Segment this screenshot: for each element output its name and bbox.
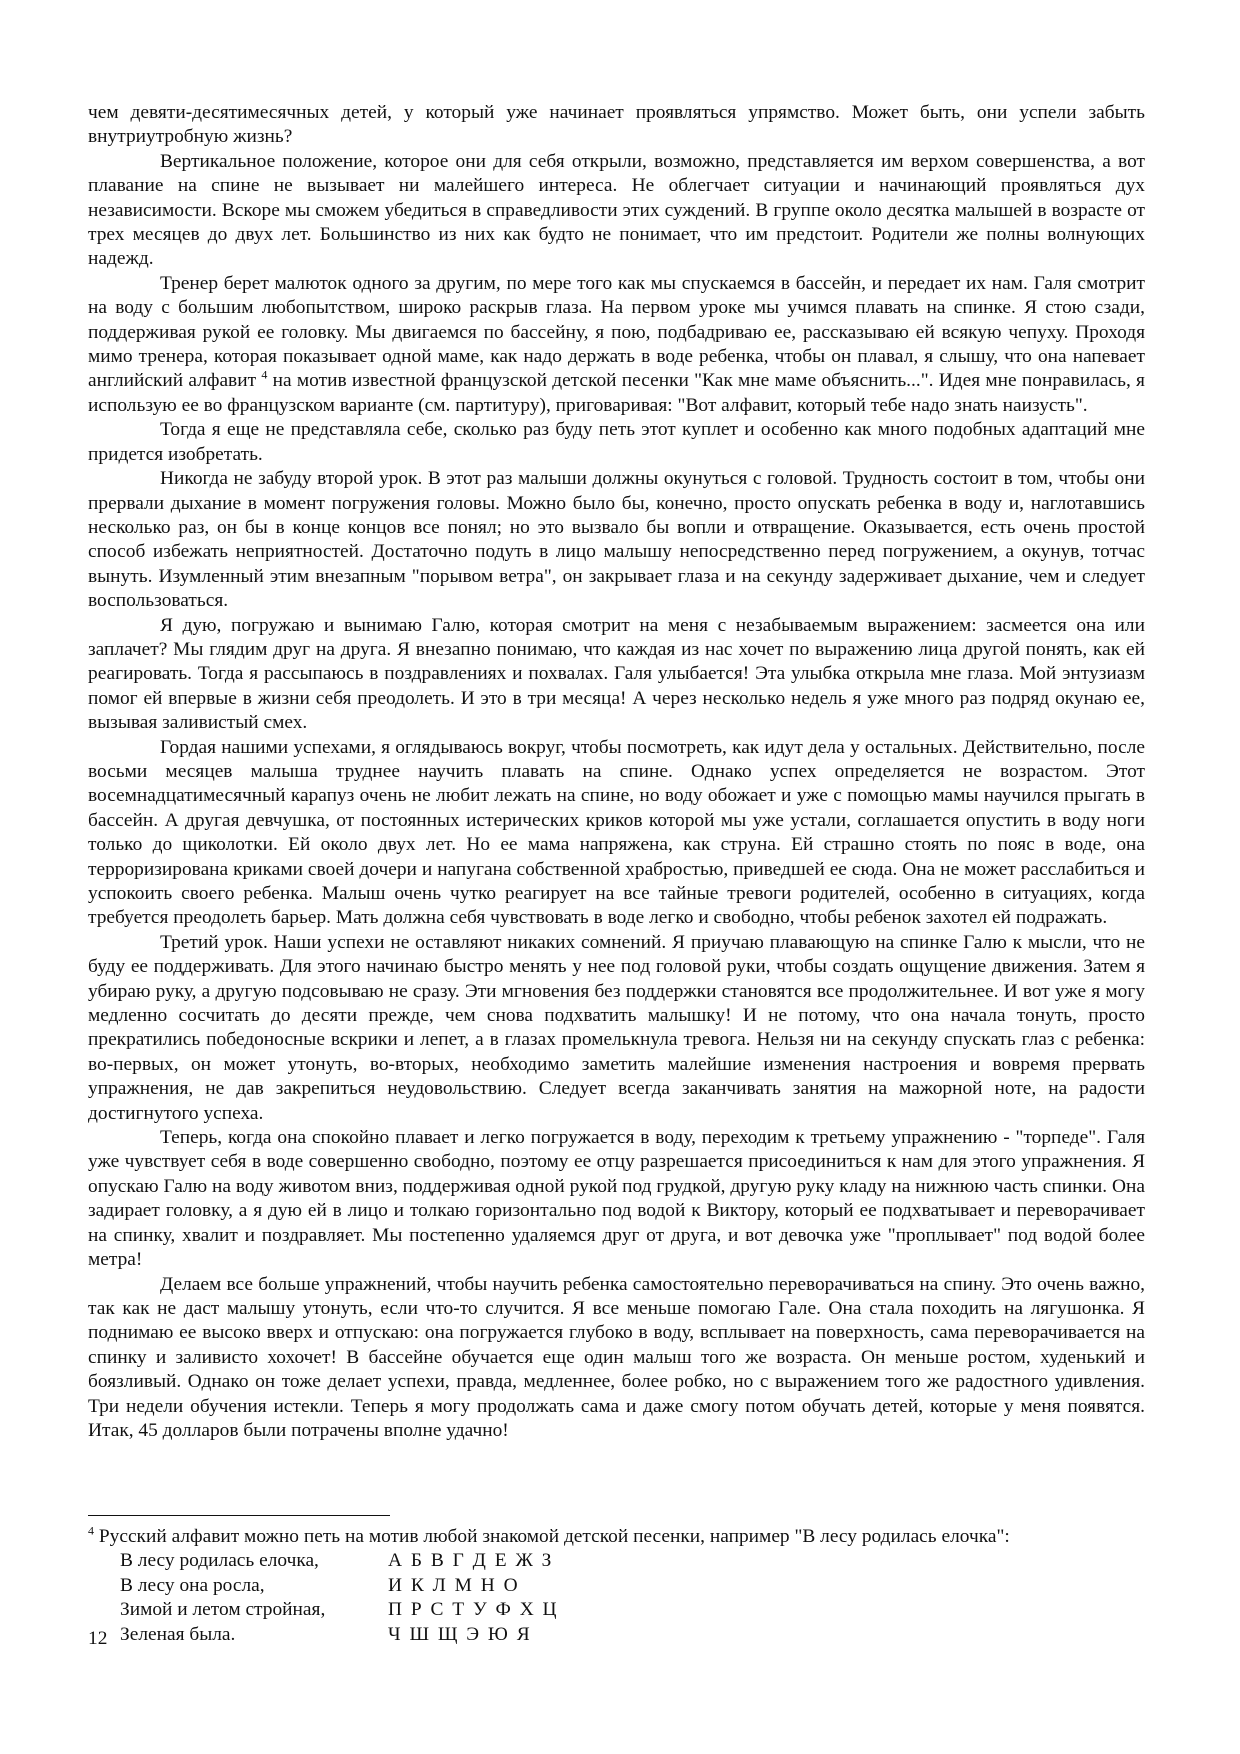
paragraph: Делаем все больше упражнений, чтобы научить ребенка самостоятельно переворачиваться на спину. Это очень важно, так как не даст малышу утонуть, если что-то случится. Я все меньше помогаю Гале. Она стала походить на лягушонка. Я поднимаю ее высоко вверх и отпускаю: она погружается глубоко в воду, всплывает на поверхность, сама переворачивается на спинку и заливисто хохочет! В бассейне обучается еще один малыш того же возраста. Он меньше ростом, худенький и боязливый. Однако он тоже делает успехи, правда, медленнее, более робко, но с выражением того же радостного удивления. Три недели обучения истекли. Теперь я могу продолжать сама и даже смогу потом обучать детей, которые у меня появятся. Итак, 45 долларов были потрачены вполне удачно!: [88, 1273, 1145, 1441]
footnote-number: 4: [88, 1523, 94, 1538]
footnote-text: Русский алфавит можно петь на мотив любой знакомой детской песенки, например "В лесу родилась елочка":: [98, 1526, 1010, 1547]
footnote-divider: [88, 1515, 390, 1516]
poem-line: Зеленая была.: [120, 1623, 236, 1645]
poem-letters: Ч Ш Щ Э Ю Я: [388, 1623, 532, 1645]
poem-line: В лесу она росла,: [120, 1574, 265, 1596]
paragraph: Теперь, когда она спокойно плавает и легко погружается в воду, переходим к третьему упражнению - "торпеде". Галя уже чувствует себя в воде совершенно свободно, поэтому ее отцу разрешается присоединиться к нам для этого упражнения. Я опускаю Галю на воду животом вниз, поддерживая одной рукой под грудкой, другую руку кладу на нижнюю часть спинки. Она задирает головку, а я дую ей в лицо и толкаю горизонтально под водой к Виктору, который ее подхватывает и переворачивает на спинку, хвалит и поздравляет. Мы постепенно удаляемся друг от друга, и вот девочка уже "проплывает" под водой более метра!: [88, 1127, 1145, 1271]
paragraph: Никогда не забуду второй урок. В этот раз малыши должны окунуться с головой. Трудность состоит в том, чтобы они прервали дыхание в момент погружения головы. Можно было бы, конечно, просто опускать ребенка в воду и, наглотавшись несколько раз, он бы в конце концов все понял; но это вызвало бы вопли и отвращение. Оказывается, есть очень простой способ избежать неприятностей. Достаточно подуть в лицо малышу непосредственно перед погружением, а окунув, тотчас вынуть. Изумленный этим внезапным "порывом ветра", он закрывает глаза и на секунду задерживает дыхание, чем и следует воспользоваться.: [88, 468, 1145, 612]
poem-line: Зимой и летом стройная,: [120, 1599, 326, 1621]
poem-row: [120, 1574, 1145, 1598]
poem-row: [120, 1598, 1145, 1622]
paragraph-text: на мотив известной французской детской песенки "Как мне маме объяснить...". Идея мне понравилась, я использую ее во французском варианте (см. партитуру), приговаривая: "Вот алфавит, который тебе надо знать наизусть".: [88, 370, 1145, 416]
poem-letters: А Б В Г Д Е Ж З: [388, 1550, 554, 1572]
footnote-poem: [120, 1549, 1145, 1647]
footnote: [88, 1525, 1145, 1647]
paragraph: Вертикальное положение, которое они для себя открыли, возможно, представляется им верхом совершенства, а вот плавание на спине не вызывает ни малейшего интереса. Не облегчает ситуации и начинающий проявляться дух независимости. Вскоре мы сможем убедиться в справедливости этих суждений. В группе около десятка малышей в возрасте от трех месяцев до двух лет. Большинство из них как будто не понимает, что им предстоит. Родители же полны волнующих надежд.: [88, 150, 1145, 270]
poem-line: В лесу родилась елочка,: [120, 1550, 319, 1572]
poem-row: [120, 1549, 1145, 1573]
poem-letters: П Р С Т У Ф Х Ц: [388, 1599, 559, 1621]
poem-letters: И К Л М Н О: [388, 1574, 520, 1596]
paragraph-text: Тренер берет малюток одного за другим, по мере того как мы спускаемся в бассейн, и передает их нам. Галя смотрит на воду с большим любопытством, широко раскрыв глаза. На первом уроке мы учимся плавать на спинке. Я стою сзади, поддерживая рукой ее головку. Мы двигаемся по бассейну, я пою, подбадриваю ее, рассказываю ей всякую чепуху. Проходя мимо тренера, которая показывает одной маме, как надо держать в воде ребенка, чтобы он плавал, я слышу, что она напевает английский алфавит: [88, 272, 1145, 392]
footnote-text-line: [88, 1525, 1145, 1549]
paragraph: [88, 272, 1145, 418]
main-text: [88, 101, 1145, 1443]
paragraph: чем девяти-десятимесячных детей, у который уже начинает проявляться упрямство. Может быть, они успели забыть внутриутробную жизнь?: [88, 102, 1145, 148]
paragraph: Тогда я еще не представляла себе, сколько раз буду петь этот куплет и особенно как много подобных адаптаций мне придется изобретать.: [88, 419, 1145, 465]
poem-row: [120, 1623, 1145, 1647]
paragraph: Гордая нашими успехами, я оглядываюсь вокруг, чтобы посмотреть, как идут дела у остальных. Действительно, после восьми месяцев малыша труднее научить плавать на спине. Однако успех определяется не возрастом. Этот восемнадцатимесячный карапуз очень не любит лежать на спине, но воду обожает и уже с помощью мамы научился прыгать в бассейн. А другая девчушка, от постоянных истерических криков которой мы уже устали, соглашается опустить в воду ноги только до щиколотки. Ей около двух лет. Но ее мама напряжена, как струна. Ей страшно стоять по пояс в воде, она терроризирована криками своей дочери и напугана собственной храбростью, приведшей ее сюда. Она не может расслабиться и успокоить своего ребенка. Малыш очень чутко реагирует на все тайные тревоги родителей, особенно в ситуациях, когда требуется преодолеть барьер. Мать должна себя чувствовать в воде легко и свободно, чтобы ребенок захотел ей подражать.: [88, 736, 1145, 929]
footnote-reference[interactable]: 4: [261, 368, 268, 382]
paragraph: Я дую, погружаю и вынимаю Галю, которая смотрит на меня с незабываемым выражением: засмеется она или заплачет? Мы глядим друг на друга. Я внезапно понимаю, что каждая из нас хочет по выражению лица другой понять, как ей реагировать. Тогда я рассыпаюсь в поздравлениях и похвалах. Галя улыбается! Эта улыбка открыла мне глаза. Мой энтузиазм помог ей впервые в жизни себя преодолеть. И это в три месяца! А через несколько недель я уже много раз подряд окунаю ее, вызывая заливистый смех.: [88, 614, 1145, 734]
paragraph: Третий урок. Наши успехи не оставляют никаких сомнений. Я приучаю плавающую на спинке Галю к мысли, что не буду ее поддерживать. Для этого начинаю быстро менять у нее под головой руки, чтобы создать ощущение движения. Затем я убираю руку, а другую подсовываю не сразу. Эти мгновения без поддержки становятся все продолжительнее. И вот уже я могу медленно сосчитать до десяти прежде, чем снова подхватить малышку! И не потому, что она начала тонуть, просто прекратились победоносные вскрики и лепет, а в глазах промелькнула тревога. Нельзя ни на секунду спускать глаз с ребенка: во-первых, он может утонуть, во-вторых, необходимо заметить малейшие изменения настроения и вовремя прервать упражнения, не дав закрепиться неудовольствию. Следует всегда заканчивать занятия на мажорной ноте, на радости достигнутого успеха.: [88, 931, 1145, 1124]
page-number: 12: [88, 1628, 108, 1649]
